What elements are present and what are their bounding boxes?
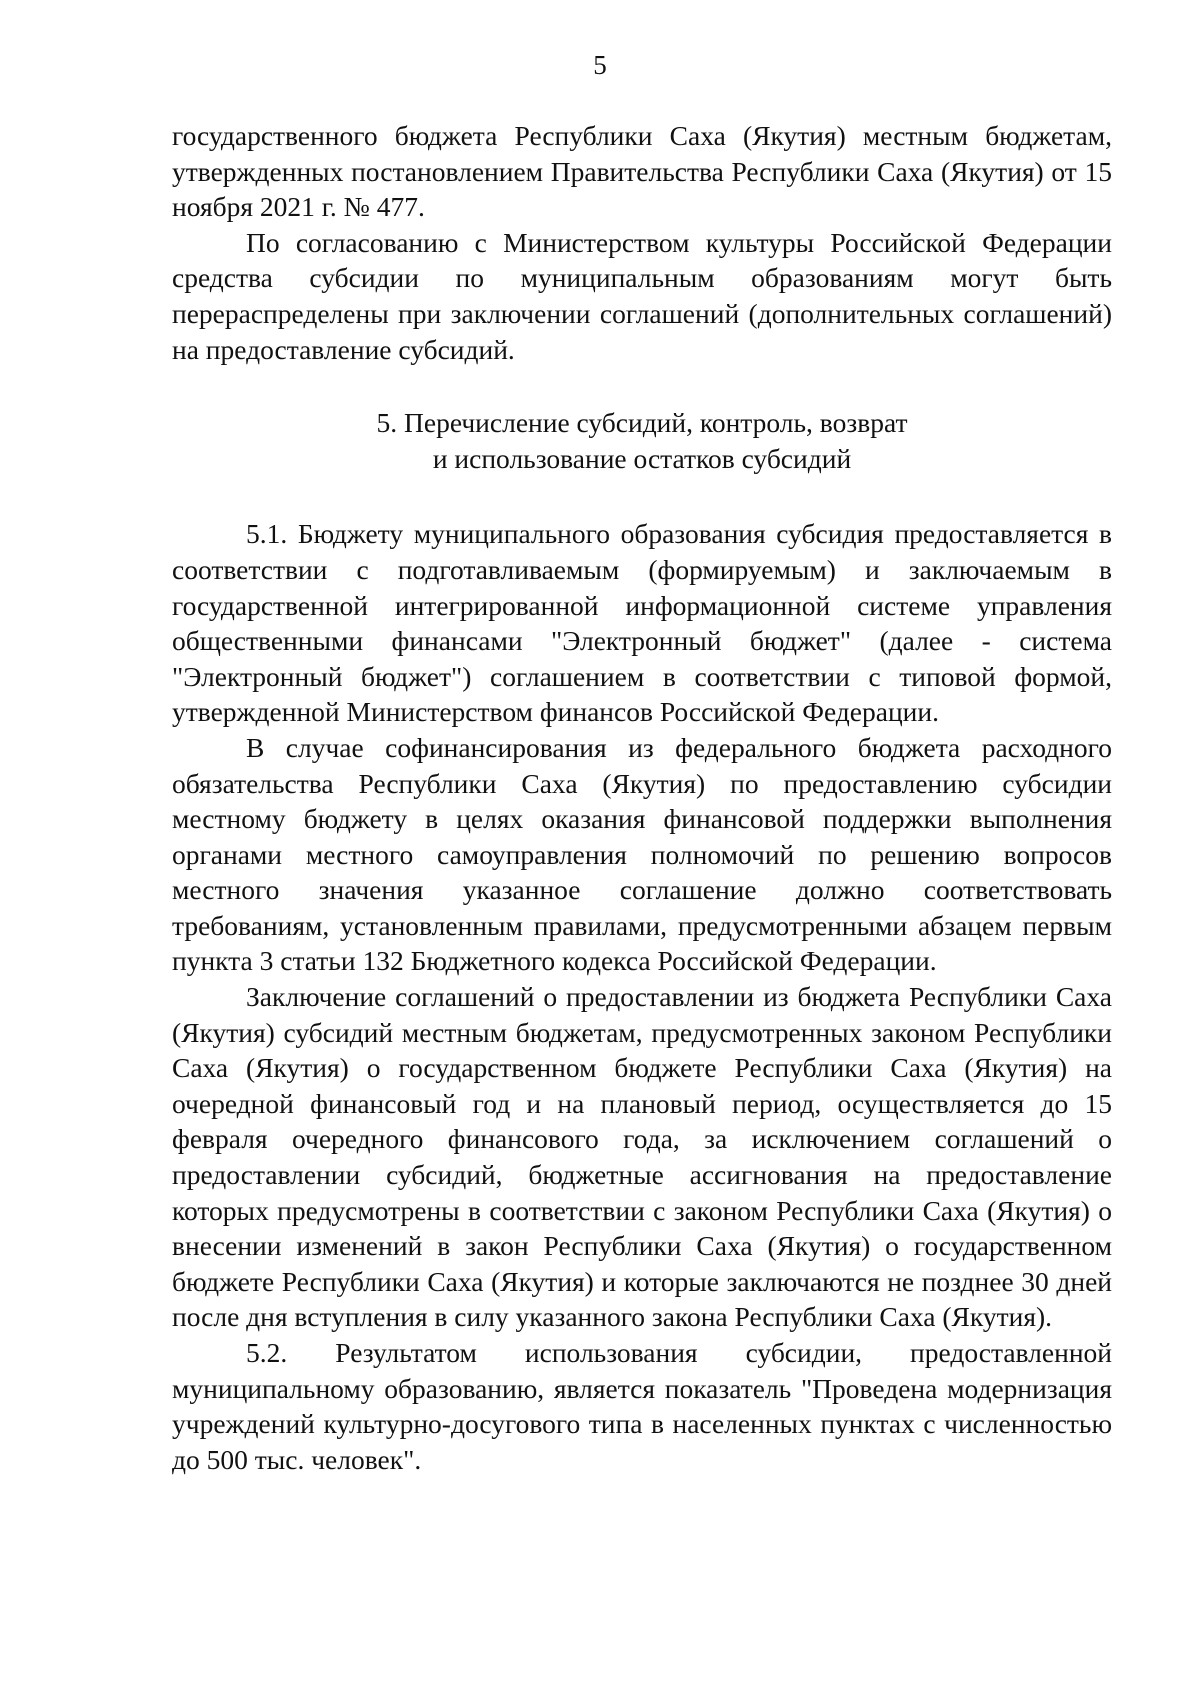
paragraph-redistribution: По согласованию с Министерством культуры Российской Федерации средства субсидии по муниципальным образованиям могут быть перераспределены при заключении соглашений (дополнительных соглашений) на предоставление субсидий.	[172, 226, 1112, 365]
paragraph-5-1: 5.1. Бюджету муниципального образования субсидия предоставляется в соответствии с подготавливаемым (формируемым) и заключаемым в государственной интегрированной информационной системе управления общественными финансами "Электронный бюджет" (далее - система "Электронный бюджет") соглашением в соответствии с типовой формой, утвержденной Министерством финансов Российской Федерации.	[172, 518, 1112, 728]
paragraph-continuation: государственного бюджета Республики Саха (Якутия) местным бюджетам, утвержденных постановлением Правительства Республики Саха (Якутия) от 15 ноября 2021 г. № 477.	[172, 120, 1112, 223]
section-heading	[172, 405, 1112, 476]
document-body	[172, 118, 1112, 1477]
section-heading-line-2: и использование остатков субсидий	[432, 442, 852, 474]
paragraph-5-2: 5.2. Результатом использования субсидии, предоставленной муниципальному образованию, является показатель "Проведена модернизация учреждений культурно-досугового типа в населенных пунктах с численностью до 500 тыс. человек".	[172, 1337, 1112, 1475]
section-heading-line-1: 5. Перечисление субсидий, контроль, возврат	[376, 407, 908, 439]
page-number: 5	[593, 50, 607, 80]
paragraph-agreements: Заключение соглашений о предоставлении из бюджета Республики Саха (Якутия) субсидий местным бюджетам, предусмотренных законом Республики Саха (Якутия) о государственном бюджете Республики Саха (Якутия) на очередной финансовый год и на плановый период, осуществляется до 15 февраля очередного финансового года, за исключением соглашений о предоставлении субсидий, бюджетные ассигнования на предоставление которых предусмотрены в соответствии с законом Республики Саха (Якутия) о внесении изменений в закон Республики Саха (Якутия) о государственном бюджете Республики Саха (Якутия) и которые заключаются не позднее 30 дней после дня вступления в силу указанного закона Республики Саха (Якутия).	[172, 981, 1112, 1333]
paragraph-cofinancing: В случае софинансирования из федерального бюджета расходного обязательства Республики Саха (Якутия) по предоставлению субсидии местному бюджету в целях оказания финансовой поддержки выполнения органами местного самоуправления полномочий по решению вопросов местного значения указанное соглашение должно соответствовать требованиям, установленным правилами, предусмотренными абзацем первым пункта 3 статьи 132 Бюджетного кодекса Российской Федерации.	[172, 731, 1112, 977]
